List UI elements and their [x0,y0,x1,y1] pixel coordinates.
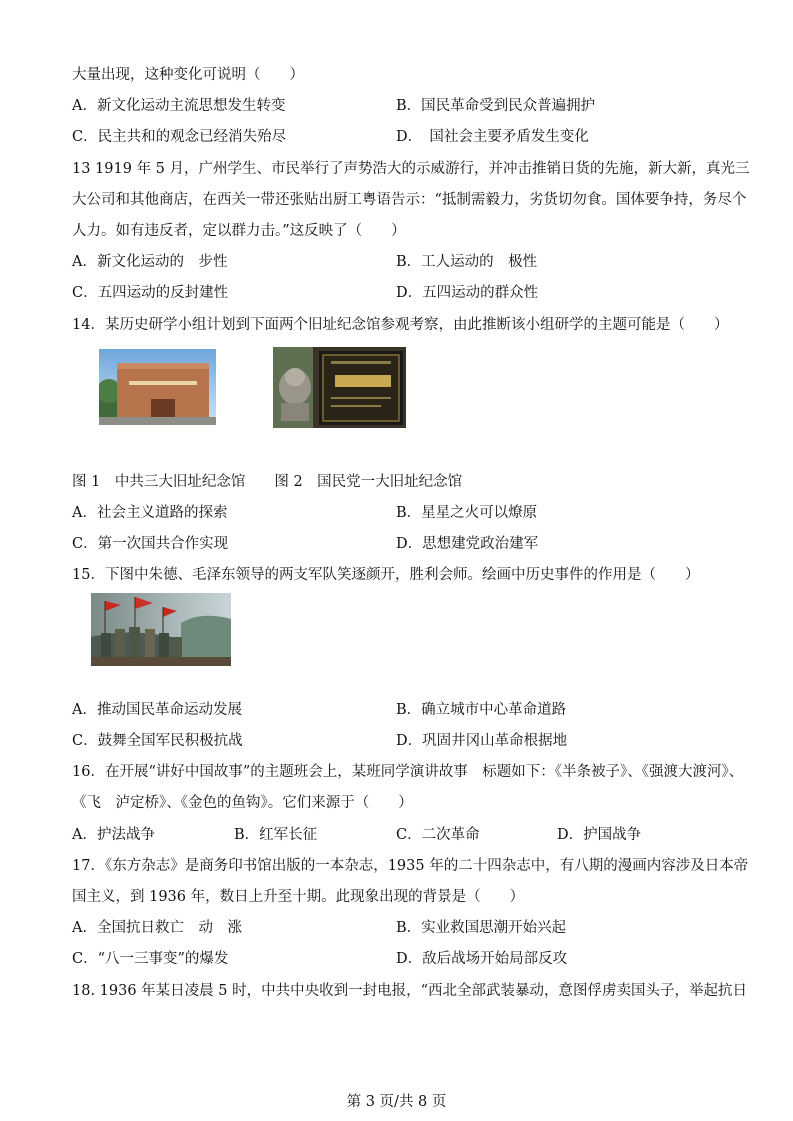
q14-option-d: D．思想建党政治建军 [396,536,539,552]
q16-option-c: C．二次革命 [396,827,480,843]
q12-option-d: D． 国社会主要矛盾发生变化 [396,129,589,145]
page-number: 第 3 页/共 8 页 [346,1094,447,1110]
q13-option-d: D．五四运动的群众性 [396,285,539,301]
q15-stem: 15．下图中朱德、毛泽东领导的两支军队笑逐颜开，胜利会师。绘画中历史事件的作用是（ ） [72,567,700,583]
q15-option-b: B．确立城市中心革命道路 [396,702,567,718]
q18-stem-line1: 18. 1936 年某日凌晨 5 时，中共中央收到一封电报，“西北全部武装暴动，意图俘虏卖国头子，举起抗日 [72,983,748,999]
q16-option-d: D．护国战争 [557,827,642,843]
q13-stem-line2: 大公司和其他商店，在西关一带还张贴出厨工粤语告示：“抵制需毅力，劣货切勿食。国体要争持，务尽个 [72,192,747,208]
q16-stem-line1: 16．在开展“讲好中国故事”的主题班会上，某班同学演讲故事 标题如下：《半条被子》、《强渡大渡河》、 [72,764,744,780]
q14-option-b: B．星星之火可以燎原 [396,505,538,521]
q12-option-b: B．国民革命受到民众普遍拥护 [396,98,596,114]
q15-reunion-painting [91,593,231,666]
q12-stem-tail: 大量出现，这种变化可说明（ ） [72,67,304,83]
q14-stem: 14．某历史研学小组计划到下面两个旧址纪念馆参观考察，由此推断该小组研学的主题可能是（ ） [72,317,729,333]
q15-option-c: C．鼓舞全国军民积极抗战 [72,733,243,749]
q12-option-c: C．民主共和的观念已经消失殆尽 [72,129,287,145]
q14-option-a: A．社会主义道路的探索 [72,505,228,521]
q13-option-b: B．工人运动的 极性 [396,254,538,270]
q14-option-c: C．第一次国共合作实现 [72,536,229,552]
q13-option-c: C．五四运动的反封建性 [72,285,229,301]
q17-stem-line1: 17．《东方杂志》是商务印书馆出版的一本杂志，1935 年的二十四杂志中，有八期的漫画内容涉及日本帝 [72,858,749,874]
q16-option-b: B．红军长征 [234,827,318,843]
q13-stem-line3: 人力。如有违反者，定以群力击。”这反映了（ ） [72,223,406,239]
figure-2-kmt-congress-memorial-photo [273,347,406,428]
q16-stem-line2: 《飞 泸定桥》、《金色的鱼钩》。它们来源于（ ） [72,795,413,811]
q15-option-a: A．推动国民革命运动发展 [72,702,242,718]
q13-option-a: A．新文化运动的 步性 [72,254,228,270]
q14-figure-caption: 图 1 中共三大旧址纪念馆 图 2 国民党一大旧址纪念馆 [72,474,463,490]
q15-option-d: D．巩固井冈山革命根据地 [396,733,568,749]
q16-option-a: A．护法战争 [72,827,155,843]
q17-option-a: A．全国抗日救亡 动 涨 [72,920,242,936]
q12-option-a: A．新文化运动主流思想发生转变 [72,98,286,114]
figure-1-memorial-hall-photo [99,349,216,425]
q17-stem-line2: 国主义，到 1936 年，数日上升至十期。此现象出现的背景是（ ） [72,889,525,905]
q17-option-d: D．敌后战场开始局部反攻 [396,951,568,967]
q17-option-c: C．“八一三事变”的爆发 [72,951,229,967]
q13-stem-line1: 13 1919 年 5 月，广州学生、市民举行了声势浩大的示威游行，并冲击推销日货的先施，新大新，真光三 [72,161,750,177]
q17-option-b: B．实业救国思潮开始兴起 [396,920,567,936]
